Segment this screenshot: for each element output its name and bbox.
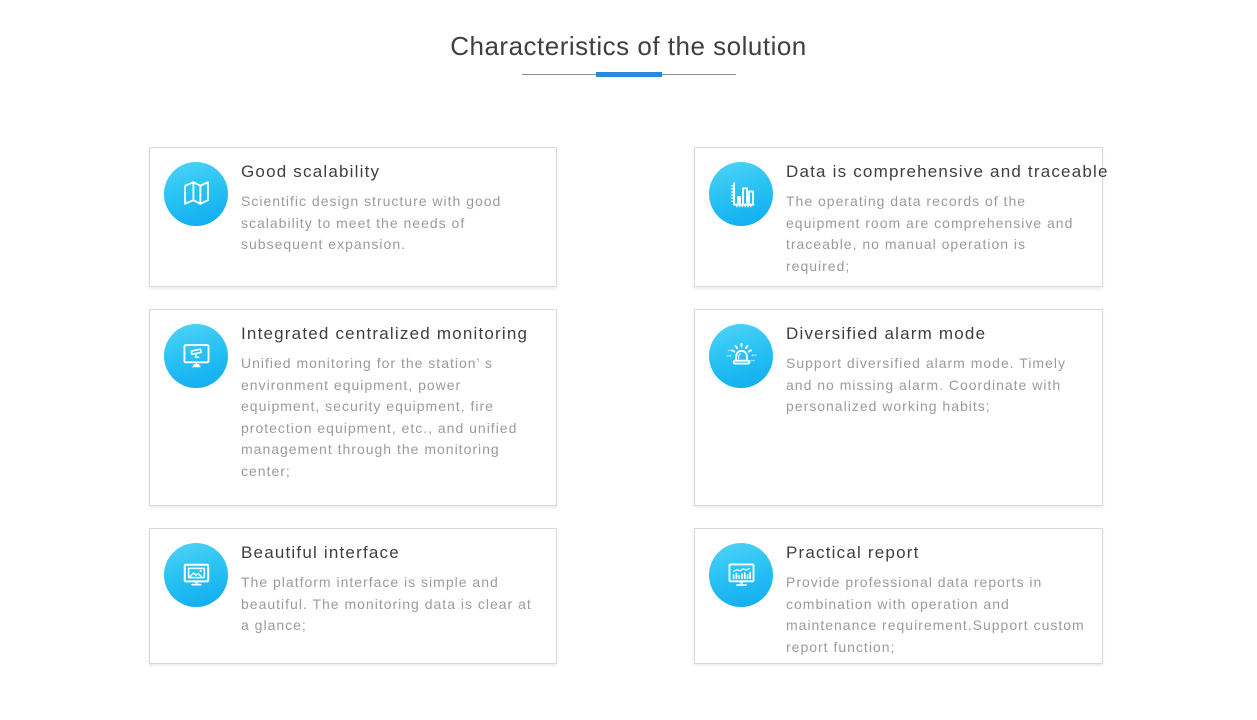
card-title: Diversified alarm mode [786,324,987,343]
map-icon [164,162,228,226]
card-text [786,310,1102,418]
card-title: Integrated centralized monitoring [241,324,529,343]
card-description: The platform interface is simple and beautiful. The monitoring data is clear at a glance; [241,574,532,633]
bar-chart-icon [709,162,773,226]
title-underline-decoration [522,72,736,77]
monitor-camera-icon [164,324,228,388]
features-grid [149,147,1257,664]
feature-card-practical-report [694,528,1103,664]
card-description: Scientific design structure with good scalability to meet the needs of subsequent expansion. [241,193,502,252]
card-title: Beautiful interface [241,543,400,562]
card-title: Good scalability [241,162,381,181]
card-text [786,148,1109,277]
feature-card-good-scalability [149,147,557,287]
feature-card-data-traceable [694,147,1109,287]
report-chart-icon [709,543,773,607]
card-text [241,148,556,256]
page-title: Characteristics of the solution [450,31,807,61]
card-description: The operating data records of the equipment room are comprehensive and traceable, no manual operation is required; [786,193,1074,274]
feature-card-diversified-alarm [694,309,1103,506]
feature-card-beautiful-interface [149,528,557,664]
card-text [786,529,1102,658]
feature-card-centralized-monitoring [149,309,557,506]
card-title: Practical report [786,543,920,562]
underline-accent-segment [596,72,662,77]
monitor-image-icon [164,543,228,607]
card-description: Unified monitoring for the station’ s environment equipment, power equipment, security equipment, fire protection equipment, etc., and unified management through the monitoring center; [241,355,518,479]
section-header [0,0,1257,77]
card-text [241,529,556,637]
card-description: Provide professional data reports in combination with operation and maintenance requirement.Support custom report function; [786,574,1085,655]
alarm-siren-icon [709,324,773,388]
card-title: Data is comprehensive and traceable [786,162,1109,181]
card-text [241,310,556,482]
card-description: Support diversified alarm mode. Timely and no missing alarm. Coordinate with personalized working habits; [786,355,1066,414]
